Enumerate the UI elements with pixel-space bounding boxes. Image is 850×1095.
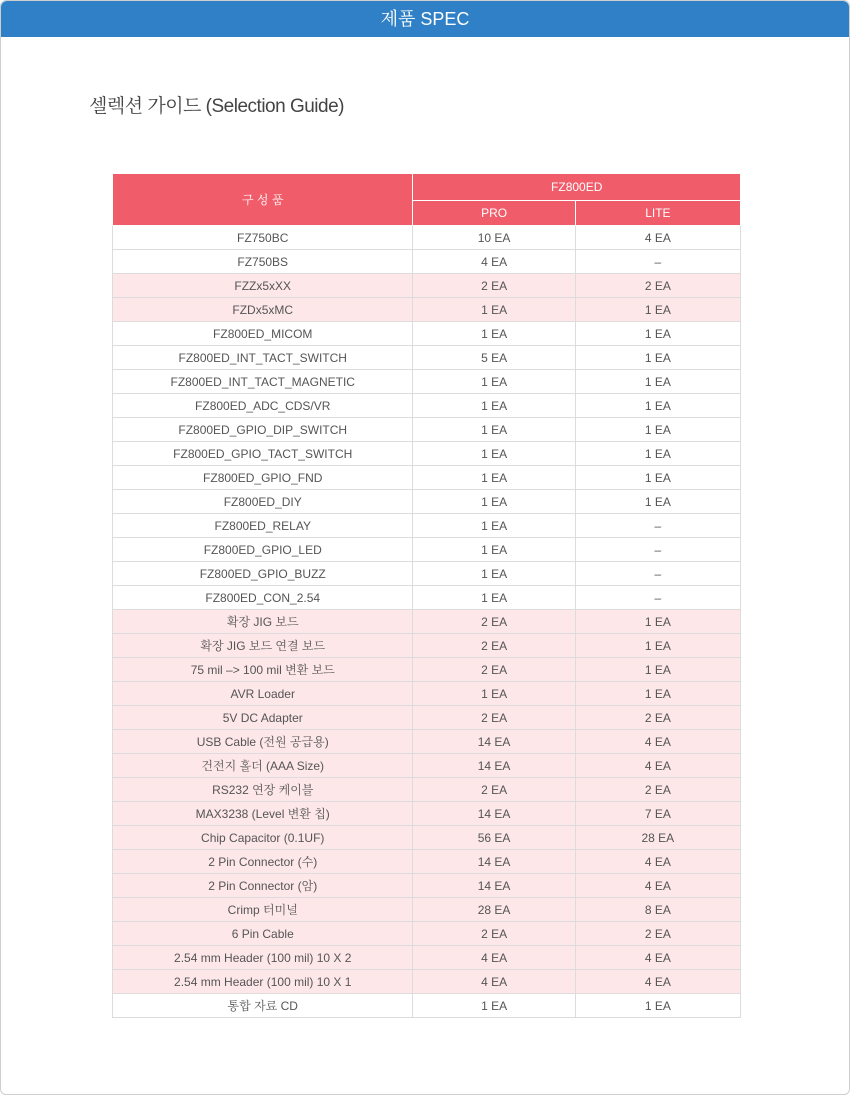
pro-qty-cell: 1 EA <box>413 562 575 586</box>
table-row <box>113 778 741 802</box>
lite-qty-cell: – <box>575 514 740 538</box>
pro-qty-cell: 14 EA <box>413 754 575 778</box>
table-row <box>113 658 741 682</box>
component-cell: RS232 연장 케이블 <box>113 778 413 802</box>
lite-qty-cell: 4 EA <box>575 970 740 994</box>
pro-qty-cell: 1 EA <box>413 490 575 514</box>
component-cell: FZ800ED_GPIO_FND <box>113 466 413 490</box>
table-row <box>113 826 741 850</box>
pro-qty-cell: 14 EA <box>413 874 575 898</box>
component-cell: FZ800ED_GPIO_BUZZ <box>113 562 413 586</box>
pro-qty-cell: 2 EA <box>413 634 575 658</box>
section-title: 셀렉션 가이드 (Selection Guide) <box>89 96 344 117</box>
table-row <box>113 610 741 634</box>
component-cell: 확장 JIG 보드 <box>113 610 413 634</box>
table-row <box>113 274 741 298</box>
lite-qty-cell: 1 EA <box>575 682 740 706</box>
lite-qty-cell: – <box>575 586 740 610</box>
component-cell: 5V DC Adapter <box>113 706 413 730</box>
lite-qty-cell: 1 EA <box>575 322 740 346</box>
table-row <box>113 850 741 874</box>
pro-qty-cell: 1 EA <box>413 994 575 1018</box>
lite-qty-cell: 4 EA <box>575 226 740 250</box>
table-row <box>113 442 741 466</box>
table-row <box>113 226 741 250</box>
pro-qty-cell: 1 EA <box>413 682 575 706</box>
component-cell: MAX3238 (Level 변환 칩) <box>113 802 413 826</box>
component-cell: FZ800ED_RELAY <box>113 514 413 538</box>
pro-qty-cell: 1 EA <box>413 418 575 442</box>
component-cell: FZ800ED_DIY <box>113 490 413 514</box>
component-cell: FZ800ED_MICOM <box>113 322 413 346</box>
pro-qty-cell: 1 EA <box>413 586 575 610</box>
lite-qty-cell: 8 EA <box>575 898 740 922</box>
pro-qty-cell: 2 EA <box>413 922 575 946</box>
component-cell: FZ800ED_CON_2.54 <box>113 586 413 610</box>
lite-qty-cell: 1 EA <box>575 394 740 418</box>
pro-qty-cell: 5 EA <box>413 346 575 370</box>
component-cell: FZZx5xXX <box>113 274 413 298</box>
selection-guide-table <box>112 173 741 1018</box>
component-cell: FZ750BC <box>113 226 413 250</box>
component-cell: FZ750BS <box>113 250 413 274</box>
table-row <box>113 514 741 538</box>
component-cell: Chip Capacitor (0.1UF) <box>113 826 413 850</box>
lite-qty-cell: 4 EA <box>575 730 740 754</box>
table-row <box>113 922 741 946</box>
lite-qty-cell: 2 EA <box>575 778 740 802</box>
lite-qty-cell: 1 EA <box>575 442 740 466</box>
component-cell: FZ800ED_INT_TACT_MAGNETIC <box>113 370 413 394</box>
lite-qty-cell: 1 EA <box>575 418 740 442</box>
table-row <box>113 754 741 778</box>
pro-qty-cell: 2 EA <box>413 610 575 634</box>
component-cell: FZDx5xMC <box>113 298 413 322</box>
table-row <box>113 730 741 754</box>
pro-qty-cell: 4 EA <box>413 970 575 994</box>
lite-qty-cell: – <box>575 562 740 586</box>
component-cell: Crimp 터미널 <box>113 898 413 922</box>
lite-qty-cell: 2 EA <box>575 274 740 298</box>
component-cell: 통합 자료 CD <box>113 994 413 1018</box>
component-cell: FZ800ED_GPIO_DIP_SWITCH <box>113 418 413 442</box>
lite-qty-cell: 1 EA <box>575 370 740 394</box>
pro-qty-cell: 2 EA <box>413 274 575 298</box>
table-row <box>113 802 741 826</box>
lite-header: LITE <box>575 201 740 226</box>
lite-qty-cell: – <box>575 250 740 274</box>
table-row <box>113 634 741 658</box>
table-row <box>113 298 741 322</box>
lite-qty-cell: 4 EA <box>575 754 740 778</box>
pro-qty-cell: 1 EA <box>413 466 575 490</box>
lite-qty-cell: 1 EA <box>575 610 740 634</box>
table-row <box>113 490 741 514</box>
table-row <box>113 970 741 994</box>
lite-qty-cell: – <box>575 538 740 562</box>
pro-qty-cell: 2 EA <box>413 778 575 802</box>
component-cell: 6 Pin Cable <box>113 922 413 946</box>
table-row <box>113 370 741 394</box>
lite-qty-cell: 1 EA <box>575 994 740 1018</box>
lite-qty-cell: 2 EA <box>575 922 740 946</box>
pro-qty-cell: 4 EA <box>413 946 575 970</box>
table-row <box>113 946 741 970</box>
pro-qty-cell: 1 EA <box>413 370 575 394</box>
panel-header: 제품 SPEC <box>1 1 849 37</box>
table-row <box>113 874 741 898</box>
table-row <box>113 250 741 274</box>
component-cell: 건전지 홀더 (AAA Size) <box>113 754 413 778</box>
table-row <box>113 706 741 730</box>
pro-qty-cell: 1 EA <box>413 322 575 346</box>
component-cell: 2.54 mm Header (100 mil) 10 X 2 <box>113 946 413 970</box>
pro-qty-cell: 2 EA <box>413 658 575 682</box>
lite-qty-cell: 1 EA <box>575 634 740 658</box>
table-row <box>113 394 741 418</box>
lite-qty-cell: 1 EA <box>575 466 740 490</box>
lite-qty-cell: 4 EA <box>575 946 740 970</box>
lite-qty-cell: 1 EA <box>575 346 740 370</box>
table-row <box>113 682 741 706</box>
model-group-header: FZ800ED <box>413 174 741 201</box>
pro-qty-cell: 2 EA <box>413 706 575 730</box>
pro-qty-cell: 14 EA <box>413 850 575 874</box>
pro-qty-cell: 14 EA <box>413 802 575 826</box>
pro-qty-cell: 28 EA <box>413 898 575 922</box>
component-cell: 75 mil –> 100 mil 변환 보드 <box>113 658 413 682</box>
component-cell: AVR Loader <box>113 682 413 706</box>
component-cell: 2.54 mm Header (100 mil) 10 X 1 <box>113 970 413 994</box>
pro-qty-cell: 1 EA <box>413 298 575 322</box>
table-row <box>113 538 741 562</box>
table-row <box>113 898 741 922</box>
component-cell: FZ800ED_GPIO_TACT_SWITCH <box>113 442 413 466</box>
component-cell: FZ800ED_ADC_CDS/VR <box>113 394 413 418</box>
pro-qty-cell: 1 EA <box>413 394 575 418</box>
table-row <box>113 346 741 370</box>
component-header: 구 성 품 <box>113 174 413 226</box>
lite-qty-cell: 2 EA <box>575 706 740 730</box>
component-cell: FZ800ED_GPIO_LED <box>113 538 413 562</box>
pro-qty-cell: 56 EA <box>413 826 575 850</box>
lite-qty-cell: 28 EA <box>575 826 740 850</box>
table-row <box>113 466 741 490</box>
lite-qty-cell: 7 EA <box>575 802 740 826</box>
pro-header: PRO <box>413 201 575 226</box>
lite-qty-cell: 1 EA <box>575 298 740 322</box>
table-row <box>113 418 741 442</box>
pro-qty-cell: 1 EA <box>413 538 575 562</box>
component-cell: USB Cable (전원 공급용) <box>113 730 413 754</box>
pro-qty-cell: 14 EA <box>413 730 575 754</box>
table-row <box>113 994 741 1018</box>
component-cell: FZ800ED_INT_TACT_SWITCH <box>113 346 413 370</box>
lite-qty-cell: 4 EA <box>575 874 740 898</box>
component-cell: 확장 JIG 보드 연결 보드 <box>113 634 413 658</box>
lite-qty-cell: 1 EA <box>575 490 740 514</box>
table-row <box>113 586 741 610</box>
pro-qty-cell: 10 EA <box>413 226 575 250</box>
pro-qty-cell: 4 EA <box>413 250 575 274</box>
pro-qty-cell: 1 EA <box>413 442 575 466</box>
component-cell: 2 Pin Connector (암) <box>113 874 413 898</box>
lite-qty-cell: 1 EA <box>575 658 740 682</box>
table-row <box>113 562 741 586</box>
table-row <box>113 322 741 346</box>
lite-qty-cell: 4 EA <box>575 850 740 874</box>
pro-qty-cell: 1 EA <box>413 514 575 538</box>
component-cell: 2 Pin Connector (수) <box>113 850 413 874</box>
